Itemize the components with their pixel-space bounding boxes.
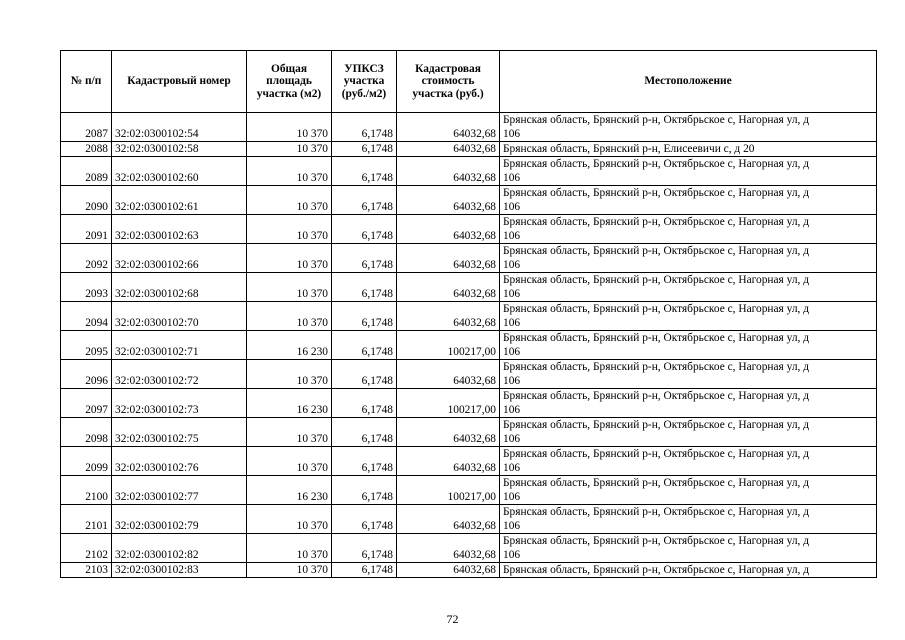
row-location-line2: 106 xyxy=(503,259,521,271)
table-row xyxy=(61,476,877,505)
row-cadastral-number: 32:02:0300102:60 xyxy=(112,157,247,186)
header-cadastral: Кадастровый номер xyxy=(112,51,247,113)
row-location-line2: 106 xyxy=(503,520,521,532)
row-rate: 6,1748 xyxy=(332,273,397,302)
row-location xyxy=(500,331,877,360)
row-location-line2: 106 xyxy=(503,491,521,503)
table-row xyxy=(61,244,877,273)
row-location xyxy=(500,360,877,389)
row-cadastral-number: 32:02:0300102:63 xyxy=(112,215,247,244)
row-location xyxy=(500,389,877,418)
header-area: Общая площадь участка (м2) xyxy=(247,51,332,113)
row-location-line2: 106 xyxy=(503,462,521,474)
row-cost: 64032,68 xyxy=(397,505,500,534)
row-cadastral-number: 32:02:0300102:61 xyxy=(112,186,247,215)
row-area: 10 370 xyxy=(247,563,332,578)
row-area: 10 370 xyxy=(247,215,332,244)
row-rate: 6,1748 xyxy=(332,447,397,476)
row-location-line1: Брянская область, Брянский р-н, Октябрьское с, Нагорная ул, д xyxy=(503,448,810,460)
row-location-line2: 106 xyxy=(503,404,521,416)
row-location-line2: 106 xyxy=(503,317,521,329)
row-cadastral-number: 32:02:0300102:66 xyxy=(112,244,247,273)
row-area: 10 370 xyxy=(247,142,332,157)
row-location-line1: Брянская область, Брянский р-н, Октябрьское с, Нагорная ул, д xyxy=(503,390,810,402)
table-row xyxy=(61,418,877,447)
row-rate: 6,1748 xyxy=(332,534,397,563)
table-row xyxy=(61,186,877,215)
row-rate: 6,1748 xyxy=(332,418,397,447)
row-location-line1: Брянская область, Брянский р-н, Октябрьское с, Нагорная ул, д xyxy=(503,506,810,518)
row-area: 10 370 xyxy=(247,447,332,476)
row-location-line1: Брянская область, Брянский р-н, Октябрьское с, Нагорная ул, д xyxy=(503,274,810,286)
row-cost: 64032,68 xyxy=(397,273,500,302)
row-area: 10 370 xyxy=(247,360,332,389)
row-num: 2087 xyxy=(61,113,112,142)
row-cost: 64032,68 xyxy=(397,418,500,447)
row-area: 10 370 xyxy=(247,273,332,302)
row-cadastral-number: 32:02:0300102:68 xyxy=(112,273,247,302)
row-cadastral-number: 32:02:0300102:77 xyxy=(112,476,247,505)
row-location xyxy=(500,215,877,244)
row-cadastral-number: 32:02:0300102:73 xyxy=(112,389,247,418)
row-location-line1: Брянская область, Брянский р-н, Октябрьское с, Нагорная ул, д xyxy=(503,158,810,170)
row-cost: 100217,00 xyxy=(397,389,500,418)
row-area: 10 370 xyxy=(247,534,332,563)
row-location xyxy=(500,534,877,563)
row-location-line2: 106 xyxy=(503,201,521,213)
row-cadastral-number: 32:02:0300102:72 xyxy=(112,360,247,389)
row-cost: 64032,68 xyxy=(397,302,500,331)
table-row xyxy=(61,331,877,360)
row-cost: 64032,68 xyxy=(397,113,500,142)
row-cadastral-number: 32:02:0300102:82 xyxy=(112,534,247,563)
row-num: 2097 xyxy=(61,389,112,418)
row-location xyxy=(500,244,877,273)
row-cost: 64032,68 xyxy=(397,534,500,563)
cadastral-table xyxy=(60,50,877,578)
row-cost: 64032,68 xyxy=(397,215,500,244)
row-location xyxy=(500,447,877,476)
row-rate: 6,1748 xyxy=(332,563,397,578)
row-location xyxy=(500,563,877,578)
row-area: 10 370 xyxy=(247,302,332,331)
row-cost: 64032,68 xyxy=(397,142,500,157)
row-num: 2089 xyxy=(61,157,112,186)
row-location-line2: 106 xyxy=(503,433,521,445)
header-cost: Кадастровая стоимость участка (руб.) xyxy=(397,51,500,113)
row-area: 10 370 xyxy=(247,418,332,447)
row-location-line1: Брянская область, Брянский р-н, Октябрьское с, Нагорная ул, д xyxy=(503,419,810,431)
row-location-line1: Брянская область, Брянский р-н, Октябрьское с, Нагорная ул, д xyxy=(503,303,810,315)
row-rate: 6,1748 xyxy=(332,331,397,360)
row-rate: 6,1748 xyxy=(332,389,397,418)
table-row xyxy=(61,215,877,244)
row-area: 10 370 xyxy=(247,505,332,534)
row-location-line1: Брянская область, Брянский р-н, Октябрьское с, Нагорная ул, д xyxy=(503,114,810,126)
row-rate: 6,1748 xyxy=(332,476,397,505)
row-rate: 6,1748 xyxy=(332,142,397,157)
row-cadastral-number: 32:02:0300102:79 xyxy=(112,505,247,534)
header-rate: УПКСЗ участка (руб./м2) xyxy=(332,51,397,113)
table-body xyxy=(61,113,877,578)
row-location xyxy=(500,157,877,186)
row-area: 10 370 xyxy=(247,186,332,215)
row-location-line2: 106 xyxy=(503,128,521,140)
table-row xyxy=(61,563,877,578)
table-row xyxy=(61,360,877,389)
row-num: 2092 xyxy=(61,244,112,273)
row-location xyxy=(500,418,877,447)
row-location-line2: 106 xyxy=(503,288,521,300)
row-cadastral-number: 32:02:0300102:75 xyxy=(112,418,247,447)
row-cost: 64032,68 xyxy=(397,563,500,578)
row-num: 2098 xyxy=(61,418,112,447)
table-row xyxy=(61,534,877,563)
row-location xyxy=(500,476,877,505)
table-row xyxy=(61,142,877,157)
table-row xyxy=(61,302,877,331)
row-location xyxy=(500,505,877,534)
row-location xyxy=(500,186,877,215)
row-location-line1: Брянская область, Брянский р-н, Октябрьское с, Нагорная ул, д xyxy=(503,216,810,228)
row-num: 2096 xyxy=(61,360,112,389)
row-num: 2099 xyxy=(61,447,112,476)
row-location xyxy=(500,302,877,331)
table-row xyxy=(61,447,877,476)
row-cadastral-number: 32:02:0300102:83 xyxy=(112,563,247,578)
row-area: 16 230 xyxy=(247,331,332,360)
row-num: 2095 xyxy=(61,331,112,360)
row-num: 2094 xyxy=(61,302,112,331)
row-cost: 100217,00 xyxy=(397,476,500,505)
row-location-line2: 106 xyxy=(503,346,521,358)
row-num: 2090 xyxy=(61,186,112,215)
row-rate: 6,1748 xyxy=(332,505,397,534)
row-location xyxy=(500,142,877,157)
header-num: № п/п xyxy=(61,51,112,113)
row-location xyxy=(500,273,877,302)
row-num: 2100 xyxy=(61,476,112,505)
row-num: 2088 xyxy=(61,142,112,157)
row-rate: 6,1748 xyxy=(332,186,397,215)
row-location-line2: 106 xyxy=(503,230,521,242)
page-number: 72 xyxy=(446,612,459,626)
row-location-line1: Брянская область, Брянский р-н, Октябрьское с, Нагорная ул, д xyxy=(503,187,810,199)
table-row xyxy=(61,505,877,534)
table-row xyxy=(61,113,877,142)
row-area: 16 230 xyxy=(247,476,332,505)
row-num: 2091 xyxy=(61,215,112,244)
row-rate: 6,1748 xyxy=(332,302,397,331)
row-cadastral-number: 32:02:0300102:70 xyxy=(112,302,247,331)
row-rate: 6,1748 xyxy=(332,215,397,244)
table-row xyxy=(61,273,877,302)
row-location-line2: 106 xyxy=(503,549,521,561)
row-num: 2103 xyxy=(61,563,112,578)
row-rate: 6,1748 xyxy=(332,360,397,389)
row-cost: 64032,68 xyxy=(397,186,500,215)
row-cost: 64032,68 xyxy=(397,157,500,186)
row-cadastral-number: 32:02:0300102:71 xyxy=(112,331,247,360)
row-location-line1: Брянская область, Брянский р-н, Октябрьское с, Нагорная ул, д xyxy=(503,361,810,373)
row-location-line1: Брянская область, Брянский р-н, Октябрьское с, Нагорная ул, д xyxy=(503,477,810,489)
row-location xyxy=(500,113,877,142)
header-row xyxy=(61,51,877,113)
row-num: 2101 xyxy=(61,505,112,534)
row-location-line2: 106 xyxy=(503,375,521,387)
row-rate: 6,1748 xyxy=(332,157,397,186)
row-area: 10 370 xyxy=(247,157,332,186)
row-cadastral-number: 32:02:0300102:54 xyxy=(112,113,247,142)
row-location-line2: 106 xyxy=(503,172,521,184)
row-num: 2093 xyxy=(61,273,112,302)
row-cadastral-number: 32:02:0300102:58 xyxy=(112,142,247,157)
row-location-line1: Брянская область, Брянский р-н, Октябрьское с, Нагорная ул, д xyxy=(503,332,810,344)
row-location-line1: Брянская область, Брянский р-н, Октябрьское с, Нагорная ул, д xyxy=(503,535,810,547)
row-area: 10 370 xyxy=(247,244,332,273)
row-cost: 100217,00 xyxy=(397,331,500,360)
row-cost: 64032,68 xyxy=(397,360,500,389)
row-location-line1: Брянская область, Брянский р-н, Октябрьское с, Нагорная ул, д xyxy=(503,564,810,576)
row-rate: 6,1748 xyxy=(332,113,397,142)
row-num: 2102 xyxy=(61,534,112,563)
table-row xyxy=(61,389,877,418)
header-location: Местоположение xyxy=(500,51,877,113)
row-location-line1: Брянская область, Брянский р-н, Октябрьское с, Нагорная ул, д xyxy=(503,245,810,257)
row-area: 16 230 xyxy=(247,389,332,418)
row-cost: 64032,68 xyxy=(397,244,500,273)
row-area: 10 370 xyxy=(247,113,332,142)
row-cost: 64032,68 xyxy=(397,447,500,476)
table-row xyxy=(61,157,877,186)
row-cadastral-number: 32:02:0300102:76 xyxy=(112,447,247,476)
row-location-line1: Брянская область, Брянский р-н, Елисеевичи с, д 20 xyxy=(503,143,755,155)
row-rate: 6,1748 xyxy=(332,244,397,273)
